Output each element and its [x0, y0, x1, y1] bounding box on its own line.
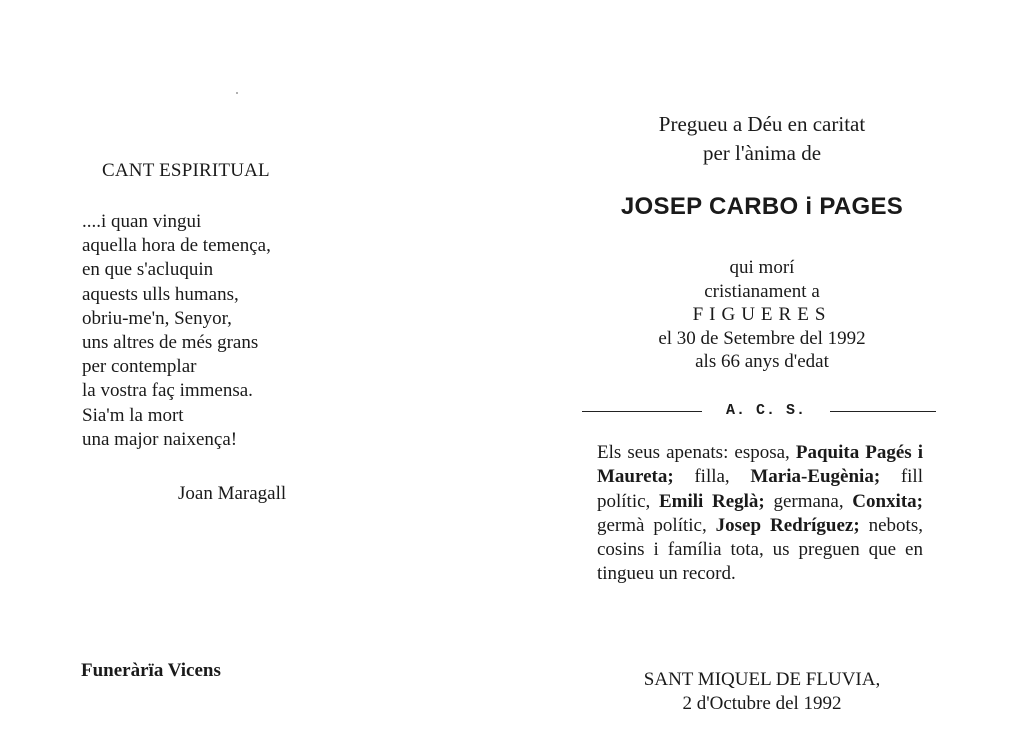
- mourners-text: fill polític,: [597, 466, 923, 512]
- mourners-text: Els seus apenats: esposa,: [597, 442, 796, 463]
- mourners-text: filla,: [673, 466, 751, 488]
- poem-line: aquella hora de temença,: [82, 235, 271, 257]
- mourner-name: Emili Reglà;: [658, 490, 765, 512]
- death-line: cristianament a: [704, 280, 820, 302]
- funeral-home: Funeràrïa Vicens: [81, 660, 221, 681]
- prayer-request: [560, 110, 964, 168]
- speck: [236, 92, 238, 94]
- divider-text: A. C. S.: [725, 402, 806, 419]
- mourners-paragraph: [597, 441, 923, 587]
- mourner-name: Paquita Pagés i Maureta;: [597, 442, 923, 488]
- divider-rule-left: [582, 411, 702, 412]
- poem-line: per contemplar: [82, 356, 197, 378]
- place: SANT MIQUEL DE FLUVIA,: [643, 669, 881, 690]
- poem-line: una major naixença!: [82, 428, 238, 450]
- death-details: [560, 256, 964, 374]
- mourners-text: nebots, cosins i família tota, us preguen que en tingueu un record.: [597, 514, 923, 585]
- poem-author: Joan Maragall: [178, 483, 287, 504]
- poem-line: la vostra faç immensa.: [82, 380, 253, 402]
- poem-line: Sia'm la mort: [82, 404, 184, 426]
- place-and-date: [560, 668, 964, 716]
- deceased-name: JOSEP CARBO i PAGES: [620, 193, 904, 220]
- mourners-text: germà polític,: [597, 514, 716, 536]
- age-at-death: als 66 anys d'edat: [695, 351, 829, 373]
- prayer-line: per l'ànima de: [702, 141, 822, 165]
- poem-line: uns altres de més grans: [82, 332, 259, 354]
- death-city: FIGUERES: [692, 304, 832, 326]
- death-date: el 30 de Setembre del 1992: [658, 327, 866, 349]
- acs-divider: [582, 401, 936, 421]
- mourner-name: Josep Redríguez;: [715, 514, 860, 536]
- place-date: 2 d'Octubre del 1992: [682, 693, 842, 714]
- poem-line: ....i quan vingui: [82, 211, 202, 232]
- death-line: qui morí: [729, 257, 795, 278]
- poem-title: CANT ESPIRITUAL: [102, 160, 270, 181]
- mourner-name: Maria-Eugènia;: [750, 466, 881, 488]
- poem-line: obriu-me'n, Senyor,: [82, 307, 232, 329]
- poem: [82, 210, 271, 452]
- poem-line: en que s'acluquin: [82, 259, 214, 281]
- poem-line: aquests ulls humans,: [82, 283, 239, 305]
- divider-rule-right: [830, 411, 936, 412]
- prayer-line: Pregueu a Déu en caritat: [658, 112, 866, 136]
- mourner-name: Conxita;: [852, 490, 923, 512]
- mourners-text: germana,: [764, 490, 853, 512]
